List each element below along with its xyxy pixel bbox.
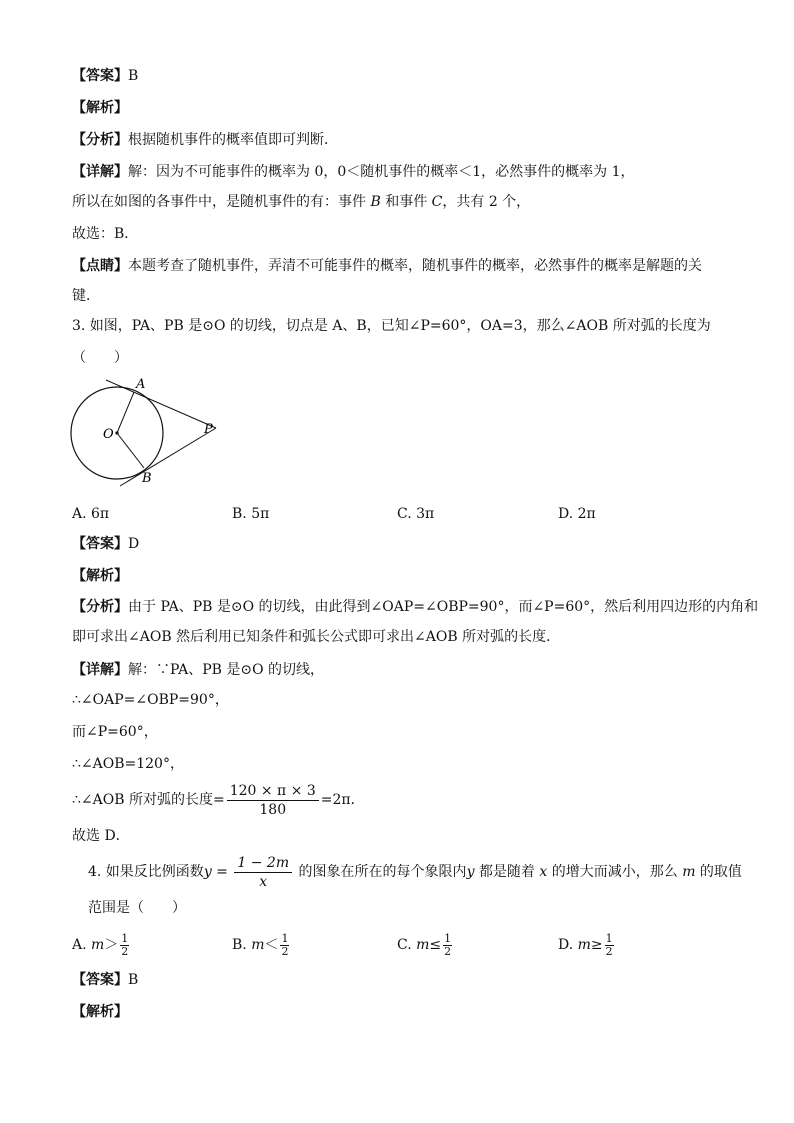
option-var: m: [91, 937, 105, 953]
text-span: 的增大而减小，那么: [547, 864, 683, 880]
point-b-label: B: [142, 471, 152, 486]
point-o-label: O: [103, 427, 114, 442]
option-relation: ＞: [104, 937, 119, 953]
fraction-numerator: 1: [281, 931, 289, 945]
option-relation: ≤: [429, 937, 442, 953]
xiangjie-line: [72, 660, 324, 680]
answer-label: 【答案】: [72, 972, 128, 988]
option-fraction: [120, 933, 129, 958]
text-span: 4. 如果反比例函数: [88, 864, 204, 880]
answer-line-q2: [72, 66, 138, 86]
question-3-paren: （ ）: [72, 350, 128, 366]
text-span: 和事件: [380, 194, 432, 210]
xiangjie-line-4: ∴∠AOB=120°，: [72, 756, 184, 772]
var-y: y: [203, 864, 212, 880]
fenxi-label: 【分析】: [72, 599, 128, 615]
fraction-numerator: 1: [605, 931, 613, 945]
option-fraction: [280, 933, 289, 958]
q4-option-a: [72, 930, 131, 960]
fraction-denominator: x: [259, 873, 268, 890]
function-fraction: [234, 854, 292, 891]
text-span: 所以在如图的各事件中，是随机事件的有：事件: [72, 194, 371, 210]
answer-line-q3: [72, 534, 139, 554]
text-span: ，共有 2 个，: [442, 194, 531, 210]
var-x: x: [539, 864, 548, 880]
fenxi-line-2: 即可求出∠AOB 然后利用已知条件和弧长公式即可求出∠AOB 所对弧的长度．: [72, 629, 561, 645]
q3-option-c: C. 3π: [397, 506, 435, 522]
fenxi-text: 根据随机事件的概率值即可判断．: [128, 132, 338, 148]
question-3-stem: 3. 如图，PA、PB 是⊙O 的切线，切点是 A、B，已知∠P=60°，OA=3，那么∠AOB 所对弧的长度为: [72, 318, 711, 334]
fraction-denominator: 2: [281, 944, 289, 958]
fraction-denominator: 180: [259, 801, 287, 818]
fraction-numerator: 1: [121, 931, 129, 945]
option-prefix: C.: [397, 937, 417, 953]
fenxi-label: 【分析】: [72, 132, 128, 148]
fenxi-line: [72, 597, 758, 617]
xiangjie-text: 解：因为不可能事件的概率为 0，0＜随机事件的概率＜1，必然事件的概率为 1，: [128, 164, 635, 180]
xiangjie-line-5: [72, 780, 365, 820]
q3-option-a: A. 6π: [72, 506, 110, 522]
xiangjie-line-2: ∴∠OAP=∠OBP=90°，: [72, 692, 229, 708]
event-c: C: [431, 194, 443, 210]
answer-label: 【答案】: [72, 536, 128, 552]
var-y: y: [466, 864, 475, 880]
fenxi-line: [72, 130, 338, 150]
text-span: 的图象在所在的每个象限内: [294, 864, 467, 880]
option-var: m: [416, 937, 430, 953]
point-p-label: P: [204, 422, 213, 437]
option-fraction: [605, 933, 614, 958]
text-span: ∴∠AOB 所对弧的长度=: [72, 792, 225, 808]
dianjing-text: 本题考查了随机事件，弄清不可能事件的概率，随机事件的概率，必然事件的概率是解题的关: [128, 258, 702, 274]
option-prefix: D.: [558, 937, 578, 953]
q4-option-d: [558, 930, 616, 960]
answer-value: D: [128, 536, 140, 552]
fraction-denominator: 2: [121, 944, 129, 958]
fenxi-text: 由于 PA、PB 是⊙O 的切线，由此得到∠OAP=∠OBP=90°，而∠P=60°，然后利用四边形的内角和: [128, 599, 759, 615]
option-var: m: [577, 937, 591, 953]
point-a-label: A: [136, 377, 146, 392]
dianjing-line-2: 键．: [72, 288, 100, 304]
option-relation: ≥: [590, 937, 603, 953]
analysis-heading: 【解析】: [72, 568, 128, 584]
dianjing-line: [72, 256, 702, 276]
xiangjie-line-3: 而∠P=60°，: [72, 724, 158, 740]
fraction-numerator: 1 − 2m: [234, 854, 292, 873]
answer-line-q4: [72, 970, 138, 990]
xiangjie-line-2: [72, 192, 530, 212]
text-span: 的取值: [695, 864, 742, 880]
option-var: m: [251, 937, 265, 953]
answer-value: B: [128, 68, 139, 84]
q4-option-c: [397, 930, 454, 960]
xiangjie-line-6: 故选 D．: [72, 828, 130, 844]
option-relation: ＜: [264, 937, 279, 953]
question-4-stem: [88, 852, 742, 892]
xiangjie-line: [72, 162, 635, 182]
text-span: 都是随着: [474, 864, 540, 880]
answer-label: 【答案】: [72, 68, 128, 84]
analysis-heading: 【解析】: [72, 1004, 128, 1020]
arc-length-fraction: [227, 782, 319, 819]
analysis-heading: 【解析】: [72, 100, 128, 116]
option-fraction: [443, 933, 452, 958]
option-prefix: B.: [232, 937, 252, 953]
fraction-numerator: 120 × π × 3: [227, 782, 319, 801]
text-span: =2π．: [320, 792, 365, 808]
event-b: B: [370, 194, 381, 210]
fraction-numerator: 1: [444, 931, 452, 945]
dianjing-label: 【点睛】: [72, 258, 128, 274]
q4-option-b: [232, 930, 291, 960]
xiangjie-line-3: 故选：B．: [72, 226, 139, 242]
fraction-denominator: 2: [605, 944, 613, 958]
var-m: m: [682, 864, 696, 880]
text-span: =: [211, 864, 233, 880]
xiangjie-label: 【详解】: [72, 164, 128, 180]
q3-option-b: B. 5π: [232, 506, 270, 522]
q3-option-d: D. 2π: [558, 506, 596, 522]
xiangjie-label: 【详解】: [72, 662, 128, 678]
fraction-denominator: 2: [444, 944, 452, 958]
xiangjie-text: 解：∵PA、PB 是⊙O 的切线，: [128, 662, 325, 678]
answer-value: B: [128, 972, 139, 988]
tangent-circle-figure: [66, 372, 226, 492]
question-4-paren: 范围是（ ）: [88, 900, 186, 916]
option-prefix: A.: [72, 937, 92, 953]
